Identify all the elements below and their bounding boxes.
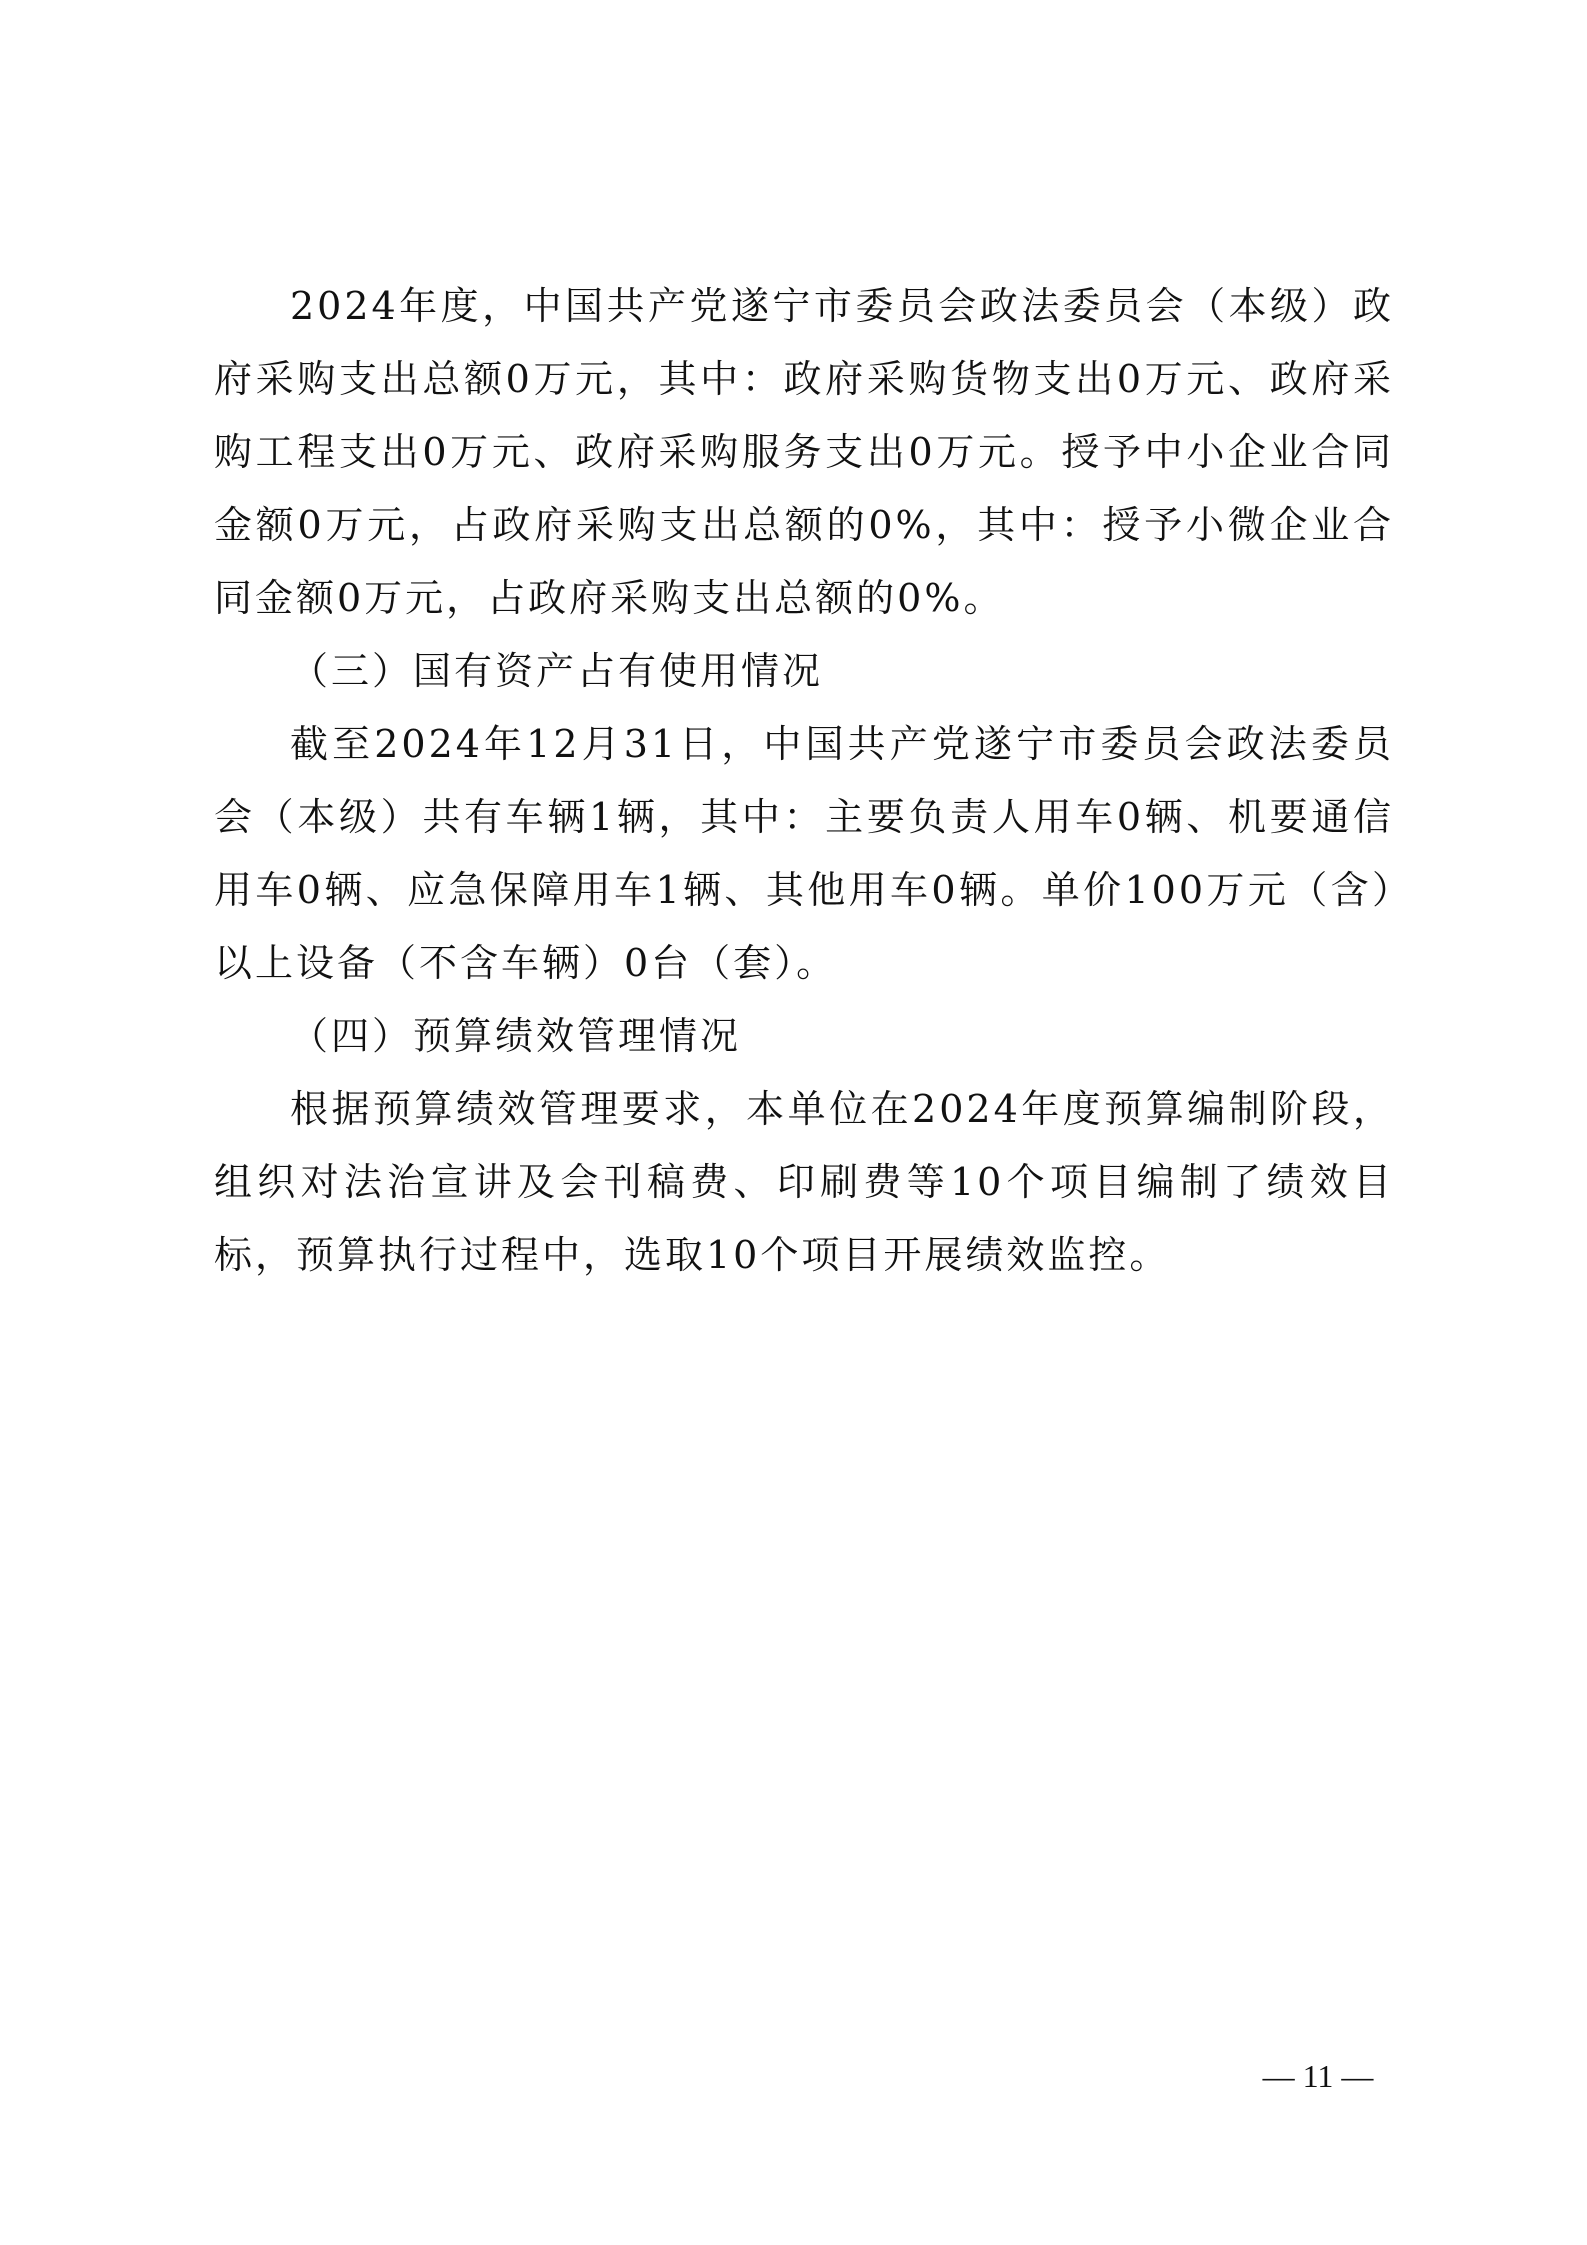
section-heading-assets: （三）国有资产占有使用情况 (290, 649, 824, 693)
paragraph-performance: 根据预算绩效管理要求，本单位在2024年度预算编制阶段，组织对法治宣讲及会刊稿费、印刷费等10个项目编制了绩效目标，预算执行过程中，选取10个项目开展绩效监控。 (214, 1087, 1394, 1277)
page-number: — 11 — (1262, 2058, 1374, 2094)
section-heading-performance: （四）预算绩效管理情况 (290, 1014, 742, 1058)
paragraph-assets: 截至2024年12月31日，中国共产党遂宁市委员会政法委员会（本级）共有车辆1辆，其中：主要负责人用车0辆、机要通信用车0辆、应急保障用车1辆、其他用车0辆。单价100万元（含）以上设备（不含车辆）0台（套）。 (214, 722, 1394, 985)
paragraph-procurement: 2024年度，中国共产党遂宁市委员会政法委员会（本级）政府采购支出总额0万元，其中：政府采购货物支出0万元、政府采购工程支出0万元、政府采购服务支出0万元。授予中小企业合同金额0万元，占政府采购支出总额的0%，其中：授予小微企业合同金额0万元，占政府采购支出总额的0%。 (214, 284, 1394, 620)
document-body (214, 270, 1394, 1292)
